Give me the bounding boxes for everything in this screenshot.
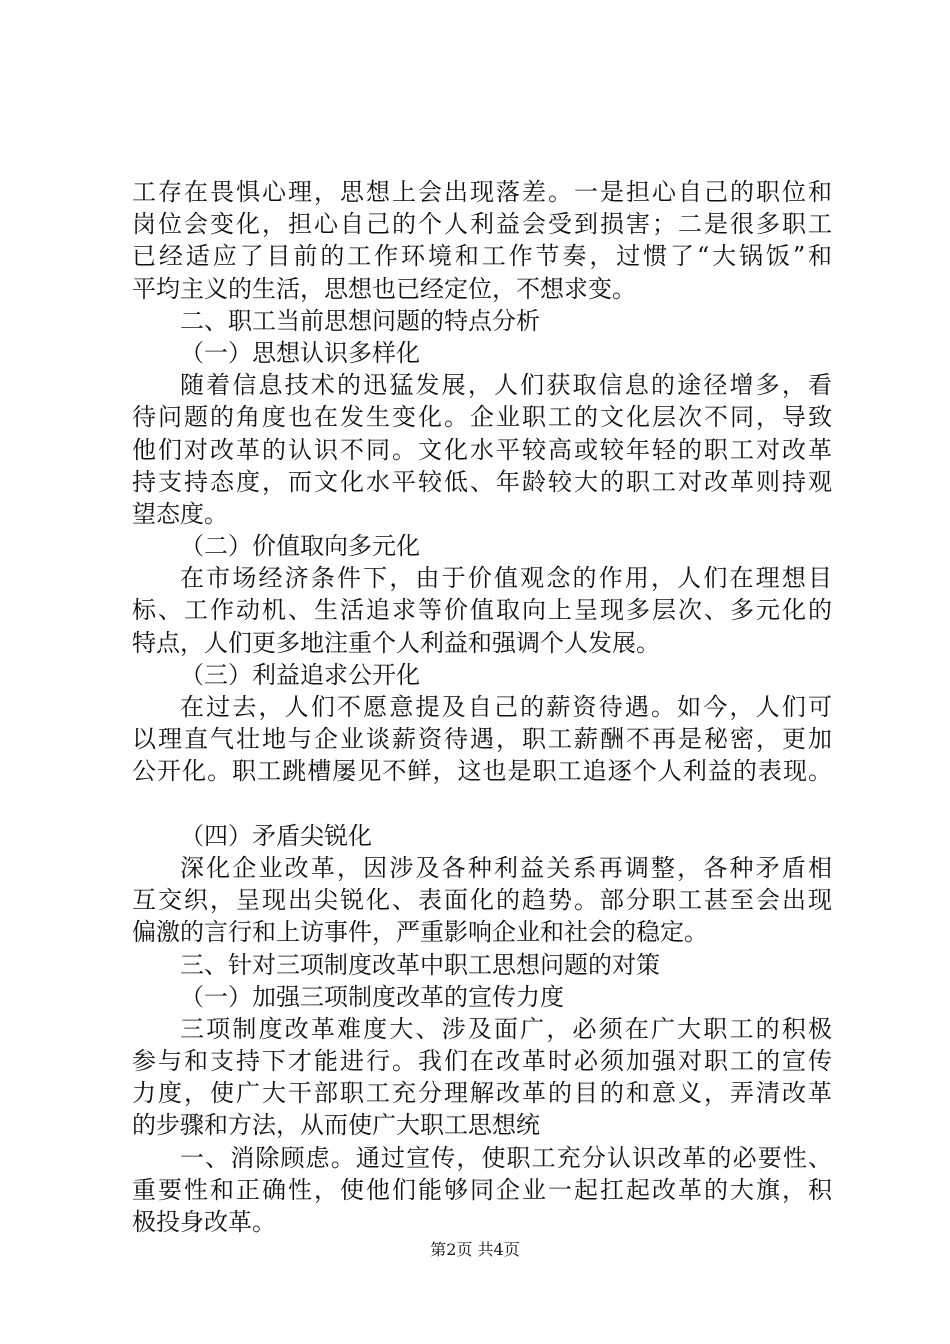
text-line: 在过去，人们不愿意提及自己的薪资待遇。如今，人们可: [180, 693, 832, 721]
text-line: 重要性和正确性，使他们能够同企业一起扛起改革的大旗，积: [132, 1175, 832, 1204]
text-line: 已经适应了目前的工作环境和工作节奏，过惯了“大锅饭”和: [132, 242, 832, 271]
text-line: 持支持态度，而文化水平较低、年龄较大的职工对改革则持观: [132, 467, 832, 496]
text-line: 特点，人们更多地注重个人利益和强调个人发展。: [132, 628, 660, 657]
text-line: 二、职工当前思想问题的特点分析: [180, 306, 540, 335]
text-line: 三、针对三项制度改革中职工思想问题的对策: [180, 950, 660, 979]
text-line: 岗位会变化，担心自己的个人利益会受到损害；二是很多职工: [132, 210, 832, 239]
text-line: 参与和支持下才能进行。我们在改革时必须加强对职工的宣传: [132, 1047, 832, 1076]
text-line: 三项制度改革难度大、涉及面广，必须在广大职工的积极: [180, 1014, 832, 1043]
text-line: 极投身改革。: [132, 1208, 276, 1236]
text-line: 待问题的角度也在发生变化。企业职工的文化层次不同，导致: [132, 403, 832, 432]
text-line: （三）利益追求公开化: [180, 660, 420, 689]
text-line: （一）加强三项制度改革的宣传力度: [180, 982, 564, 1011]
text-line: 工存在畏惧心理，思想上会出现落差。一是担心自己的职位和: [132, 178, 832, 206]
body-text: [132, 176, 832, 1238]
text-line: 深化企业改革，因涉及各种利益关系再调整，各种矛盾相: [180, 853, 832, 882]
text-line: 互交织，呈现出尖锐化、表面化的趋势。部分职工甚至会出现: [132, 886, 832, 915]
text-line: 以理直气壮地与企业谈薪资待遇，职工薪酬不再是秘密，更加: [132, 725, 832, 754]
text-line: 一、消除顾虑。通过宣传，使职工充分认识改革的必要性、: [180, 1143, 832, 1172]
text-line: 随着信息技术的迅猛发展，人们获取信息的途径增多，看: [180, 371, 832, 400]
text-line: 望态度。: [132, 499, 228, 528]
text-line: （四）矛盾尖锐化: [180, 821, 372, 850]
blank-line: [132, 788, 832, 820]
text-line: 公开化。职工跳槽屡见不鲜，这也是职工追逐个人利益的表现。: [132, 757, 832, 786]
text-line: 他们对改革的认识不同。文化水平较高或较年轻的职工对改革: [132, 435, 832, 464]
text-line: 的步骤和方法，从而使广大职工思想统: [132, 1111, 540, 1140]
text-line: （一）思想认识多样化: [180, 338, 420, 367]
text-line: 在市场经济条件下，由于价值观念的作用，人们在理想目: [180, 564, 832, 593]
page-footer: 第2页 共4页: [430, 1240, 520, 1259]
text-line: 力度，使广大干部职工充分理解改革的目的和意义，弄清改革: [132, 1079, 832, 1108]
text-line: 平均主义的生活，思想也已经定位，不想求变。: [132, 274, 636, 303]
text-line: （二）价值取向多元化: [180, 532, 420, 561]
text-line: 偏激的言行和上访事件，严重影响企业和社会的稳定。: [132, 918, 708, 947]
text-line: 标、工作动机、生活追求等价值取向上呈现多层次、多元化的: [132, 596, 832, 625]
